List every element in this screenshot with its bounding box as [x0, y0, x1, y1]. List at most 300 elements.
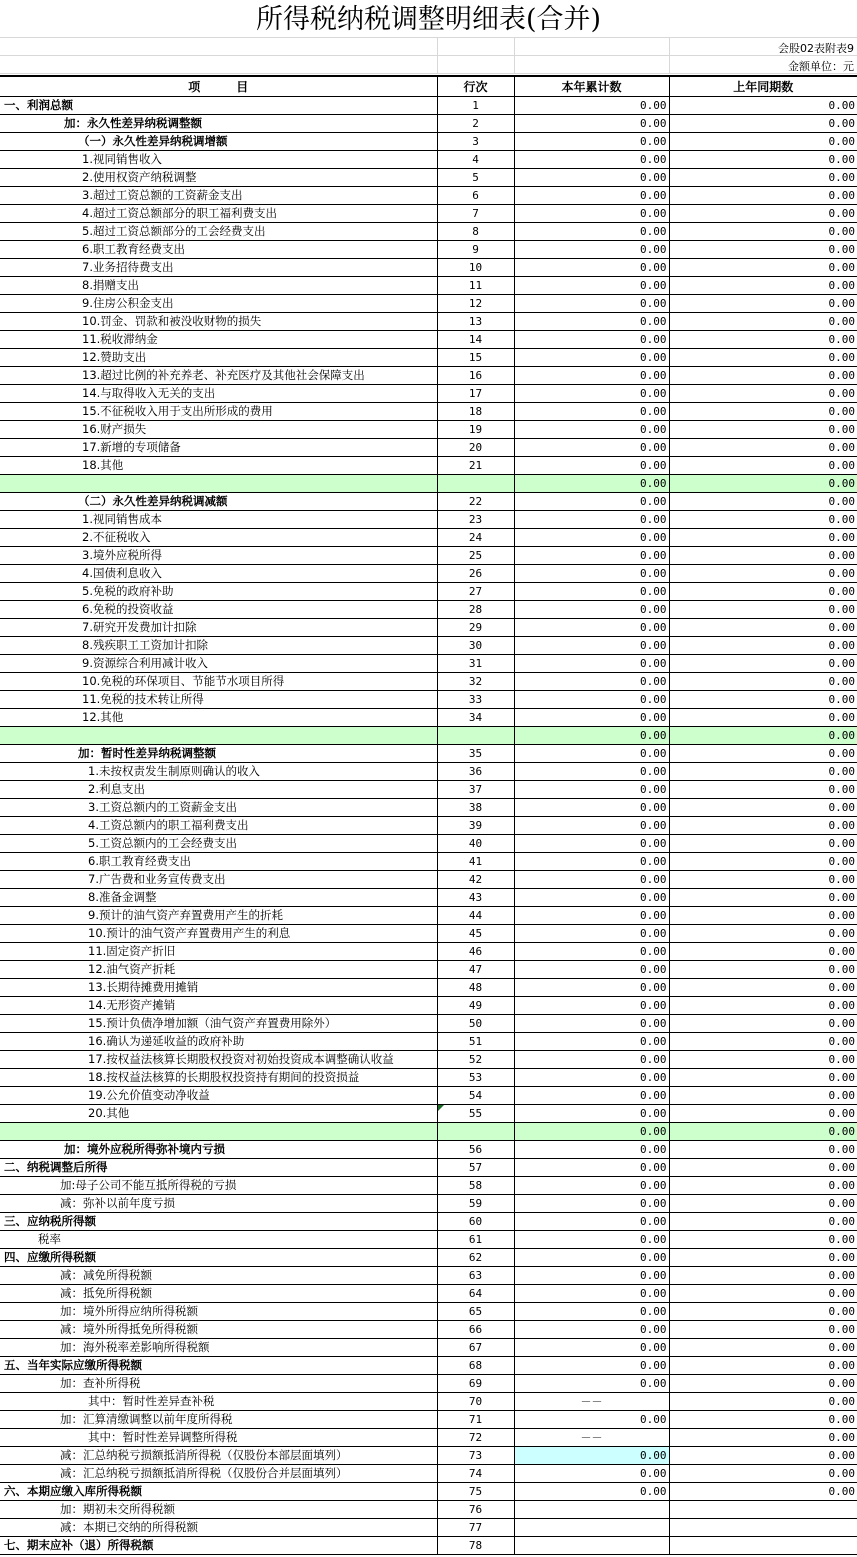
table-row [0, 1392, 857, 1410]
prior-year-cell[interactable]: 0.00 [669, 816, 857, 834]
prior-year-cell[interactable]: 0.00 [669, 618, 857, 636]
prior-year-cell[interactable] [669, 1536, 857, 1554]
current-year-cell[interactable]: 0.00 [514, 942, 669, 960]
current-year-cell[interactable]: 0.00 [514, 636, 669, 654]
prior-year-cell[interactable]: 0.00 [669, 1374, 857, 1392]
table-row [0, 204, 857, 222]
row-label: 减：境外所得抵免所得税额 [0, 1320, 437, 1338]
table-row [0, 960, 857, 978]
row-line-no: 74 [437, 1464, 514, 1482]
prior-year-cell[interactable]: 0.00 [669, 654, 857, 672]
prior-year-cell[interactable]: 0.00 [669, 726, 857, 744]
row-line-no: 26 [437, 564, 514, 582]
current-year-cell[interactable]: 0.00 [514, 924, 669, 942]
prior-year-cell[interactable]: 0.00 [669, 600, 857, 618]
row-line-no: 11 [437, 276, 514, 294]
current-year-cell[interactable]: 0.00 [514, 906, 669, 924]
current-year-cell[interactable]: 0.00 [514, 132, 669, 150]
current-year-cell[interactable]: 0.00 [514, 114, 669, 132]
current-year-cell[interactable]: 0.00 [514, 960, 669, 978]
prior-year-cell[interactable]: 0.00 [669, 762, 857, 780]
table-row [0, 870, 857, 888]
form-code-row [0, 38, 857, 56]
prior-year-cell[interactable]: 0.00 [669, 1212, 857, 1230]
row-label: 七、期末应补（退）所得税额 [0, 1536, 437, 1554]
prior-year-cell[interactable]: 0.00 [669, 1338, 857, 1356]
table-row [0, 1482, 857, 1500]
table-row [0, 1068, 857, 1086]
prior-year-cell[interactable]: 0.00 [669, 132, 857, 150]
table-row [0, 96, 857, 114]
row-line-no: 73 [437, 1446, 514, 1464]
current-year-cell[interactable]: 0.00 [514, 402, 669, 420]
current-year-cell[interactable]: 0.00 [514, 186, 669, 204]
prior-year-cell[interactable]: 0.00 [669, 888, 857, 906]
table-row [0, 924, 857, 942]
prior-year-cell[interactable]: 0.00 [669, 510, 857, 528]
table-row [0, 258, 857, 276]
table-row [0, 1284, 857, 1302]
prior-year-cell[interactable]: 0.00 [669, 1050, 857, 1068]
prior-year-cell[interactable]: 0.00 [669, 528, 857, 546]
table-row [0, 222, 857, 240]
row-line-no: 52 [437, 1050, 514, 1068]
prior-year-cell[interactable]: 0.00 [669, 1122, 857, 1140]
row-line-no: 51 [437, 1032, 514, 1050]
row-line-no: 31 [437, 654, 514, 672]
prior-year-cell[interactable]: 0.00 [669, 1176, 857, 1194]
prior-year-cell[interactable]: 0.00 [669, 1464, 857, 1482]
prior-year-cell[interactable]: 0.00 [669, 942, 857, 960]
prior-year-cell[interactable]: 0.00 [669, 798, 857, 816]
prior-year-cell[interactable]: 0.00 [669, 114, 857, 132]
row-line-no: 34 [437, 708, 514, 726]
subtotal-row [0, 1122, 857, 1140]
current-year-cell[interactable]: 0.00 [514, 564, 669, 582]
row-line-no: 37 [437, 780, 514, 798]
row-label: 16.确认为递延收益的政府补助 [0, 1032, 437, 1050]
row-label [0, 474, 437, 492]
table-row [0, 456, 857, 474]
prior-year-cell[interactable]: 0.00 [669, 1392, 857, 1410]
current-year-cell[interactable]: 0.00 [514, 1374, 669, 1392]
table-row [0, 1374, 857, 1392]
row-label: 其中：暂时性差异查补税 [0, 1392, 437, 1410]
row-line-no: 18 [437, 402, 514, 420]
current-year-cell[interactable]: 0.00 [514, 1356, 669, 1374]
prior-year-cell[interactable]: 0.00 [669, 1086, 857, 1104]
current-year-cell[interactable]: 0.00 [514, 1302, 669, 1320]
prior-year-cell[interactable]: 0.00 [669, 564, 857, 582]
prior-year-cell[interactable]: 0.00 [669, 582, 857, 600]
current-year-cell[interactable]: 0.00 [514, 1212, 669, 1230]
table-row [0, 492, 857, 510]
current-year-cell[interactable]: －－ [514, 1392, 669, 1410]
current-year-cell[interactable]: 0.00 [514, 978, 669, 996]
row-line-no: 65 [437, 1302, 514, 1320]
prior-year-cell[interactable]: 0.00 [669, 312, 857, 330]
current-year-cell[interactable]: 0.00 [514, 492, 669, 510]
prior-year-cell[interactable]: 0.00 [669, 240, 857, 258]
table-row [0, 402, 857, 420]
prior-year-cell[interactable]: 0.00 [669, 744, 857, 762]
prior-year-cell[interactable]: 0.00 [669, 492, 857, 510]
current-year-cell[interactable]: 0.00 [514, 654, 669, 672]
prior-year-cell[interactable]: 0.00 [669, 1428, 857, 1446]
table-row [0, 906, 857, 924]
current-year-cell[interactable]: 0.00 [514, 1284, 669, 1302]
current-year-cell[interactable]: 0.00 [514, 366, 669, 384]
prior-year-cell[interactable]: 0.00 [669, 546, 857, 564]
row-line-no: 62 [437, 1248, 514, 1266]
current-year-cell[interactable]: 0.00 [514, 798, 669, 816]
current-year-cell[interactable]: 0.00 [514, 618, 669, 636]
prior-year-cell[interactable]: 0.00 [669, 1266, 857, 1284]
table-row [0, 348, 857, 366]
row-line-no: 50 [437, 1014, 514, 1032]
row-line-no: 6 [437, 186, 514, 204]
table-row [0, 1158, 857, 1176]
table-row [0, 1194, 857, 1212]
table-row [0, 1248, 857, 1266]
row-label: 11.税收滞纳金 [0, 330, 437, 348]
current-year-cell[interactable]: 0.00 [514, 816, 669, 834]
row-label: 12.赞助支出 [0, 348, 437, 366]
row-label: （二）永久性差异纳税调减额 [0, 492, 437, 510]
prior-year-cell[interactable]: 0.00 [669, 978, 857, 996]
row-label: 17.新增的专项储备 [0, 438, 437, 456]
row-line-no: 48 [437, 978, 514, 996]
row-label: 加:母子公司不能互抵所得税的亏损 [0, 1176, 437, 1194]
prior-year-cell[interactable]: 0.00 [669, 690, 857, 708]
row-line-no: 24 [437, 528, 514, 546]
prior-year-cell[interactable]: 0.00 [669, 348, 857, 366]
prior-year-cell[interactable]: 0.00 [669, 996, 857, 1014]
table-row [0, 510, 857, 528]
table-row [0, 654, 857, 672]
row-line-no: 35 [437, 744, 514, 762]
current-year-cell[interactable]: 0.00 [514, 1266, 669, 1284]
table-row [0, 168, 857, 186]
table-row [0, 1176, 857, 1194]
current-year-cell[interactable]: 0.00 [514, 1482, 669, 1500]
prior-year-cell[interactable]: 0.00 [669, 1284, 857, 1302]
prior-year-cell[interactable]: 0.00 [669, 420, 857, 438]
row-line-no: 47 [437, 960, 514, 978]
prior-year-cell[interactable]: 0.00 [669, 1320, 857, 1338]
current-year-cell[interactable]: 0.00 [514, 1338, 669, 1356]
table-row [0, 384, 857, 402]
current-year-cell[interactable]: 0.00 [514, 672, 669, 690]
row-label: 10.罚金、罚款和被没收财物的损失 [0, 312, 437, 330]
prior-year-cell[interactable]: 0.00 [669, 1446, 857, 1464]
subtotal-row [0, 474, 857, 492]
prior-year-cell[interactable] [669, 1518, 857, 1536]
current-year-cell[interactable]: 0.00 [514, 726, 669, 744]
prior-year-cell[interactable]: 0.00 [669, 1248, 857, 1266]
row-label: 6.免税的投资收益 [0, 600, 437, 618]
row-line-no: 4 [437, 150, 514, 168]
row-line-no: 21 [437, 456, 514, 474]
prior-year-cell[interactable]: 0.00 [669, 870, 857, 888]
current-year-cell[interactable]: 0.00 [514, 780, 669, 798]
current-year-cell[interactable]: 0.00 [514, 1248, 669, 1266]
prior-year-cell[interactable]: 0.00 [669, 834, 857, 852]
table-row [0, 564, 857, 582]
form-code: 会股02表附表9 [778, 42, 854, 55]
row-line-no: 12 [437, 294, 514, 312]
table-row [0, 672, 857, 690]
table-row [0, 618, 857, 636]
current-year-cell[interactable]: 0.00 [514, 1032, 669, 1050]
current-year-cell[interactable]: 0.00 [514, 1320, 669, 1338]
row-label: 19.公允价值变动净收益 [0, 1086, 437, 1104]
prior-year-cell[interactable]: 0.00 [669, 168, 857, 186]
prior-year-cell[interactable]: 0.00 [669, 276, 857, 294]
row-line-no: 39 [437, 816, 514, 834]
row-label: 4.工资总额内的职工福利费支出 [0, 816, 437, 834]
prior-year-cell[interactable]: 0.00 [669, 150, 857, 168]
row-line-no: 38 [437, 798, 514, 816]
row-line-no: 30 [437, 636, 514, 654]
prior-year-cell[interactable]: 0.00 [669, 456, 857, 474]
prior-year-cell[interactable]: 0.00 [669, 186, 857, 204]
current-year-cell[interactable]: 0.00 [514, 96, 669, 114]
prior-year-cell[interactable]: 0.00 [669, 294, 857, 312]
current-year-cell[interactable]: 0.00 [514, 852, 669, 870]
row-label: 13.长期待摊费用摊销 [0, 978, 437, 996]
current-year-cell[interactable]: 0.00 [514, 1464, 669, 1482]
prior-year-cell[interactable]: 0.00 [669, 1014, 857, 1032]
current-year-cell[interactable]: 0.00 [514, 294, 669, 312]
current-year-cell[interactable]: 0.00 [514, 438, 669, 456]
table-row [0, 1302, 857, 1320]
table-row [0, 1086, 857, 1104]
current-year-cell[interactable]: 0.00 [514, 1122, 669, 1140]
current-year-cell[interactable]: 0.00 [514, 222, 669, 240]
table-row [0, 996, 857, 1014]
subtotal-row [0, 726, 857, 744]
row-line-no: 27 [437, 582, 514, 600]
row-line-no: 7 [437, 204, 514, 222]
table-row [0, 636, 857, 654]
row-label [0, 1122, 437, 1140]
row-line-no: 1 [437, 96, 514, 114]
row-label [0, 726, 437, 744]
row-label: 9.住房公积金支出 [0, 294, 437, 312]
current-year-cell[interactable]: 0.00 [514, 258, 669, 276]
current-year-cell[interactable]: 0.00 [514, 762, 669, 780]
current-year-cell[interactable]: 0.00 [514, 1104, 669, 1122]
row-label: 14.无形资产摊销 [0, 996, 437, 1014]
prior-year-cell[interactable]: 0.00 [669, 780, 857, 798]
prior-year-cell[interactable]: 0.00 [669, 852, 857, 870]
row-line-no: 49 [437, 996, 514, 1014]
row-line-no: 32 [437, 672, 514, 690]
row-label: 2.不征税收入 [0, 528, 437, 546]
prior-year-cell[interactable]: 0.00 [669, 1140, 857, 1158]
current-year-cell[interactable]: 0.00 [514, 1014, 669, 1032]
row-line-no: 77 [437, 1518, 514, 1536]
table-row [0, 186, 857, 204]
table-row [0, 690, 857, 708]
current-year-cell[interactable]: 0.00 [514, 582, 669, 600]
table-row [0, 114, 857, 132]
row-label: 7.广告费和业务宣传费支出 [0, 870, 437, 888]
row-label: 7.业务招待费支出 [0, 258, 437, 276]
current-year-cell[interactable]: 0.00 [514, 384, 669, 402]
row-label: 20.其他 [0, 1104, 437, 1122]
current-year-cell[interactable]: 0.00 [514, 870, 669, 888]
current-year-cell[interactable]: 0.00 [514, 996, 669, 1014]
current-year-cell[interactable]: 0.00 [514, 528, 669, 546]
prior-year-cell[interactable]: 0.00 [669, 1158, 857, 1176]
row-line-no: 8 [437, 222, 514, 240]
prior-year-cell[interactable]: 0.00 [669, 672, 857, 690]
row-label: 8.捐赠支出 [0, 276, 437, 294]
row-label: 16.财产损失 [0, 420, 437, 438]
prior-year-cell[interactable]: 0.00 [669, 960, 857, 978]
row-line-no: 75 [437, 1482, 514, 1500]
row-line-no: 71 [437, 1410, 514, 1428]
prior-year-cell[interactable]: 0.00 [669, 1104, 857, 1122]
row-label: 14.与取得收入无关的支出 [0, 384, 437, 402]
row-label: 5.超过工资总额部分的工会经费支出 [0, 222, 437, 240]
prior-year-cell[interactable]: 0.00 [669, 204, 857, 222]
prior-year-cell[interactable]: 0.00 [669, 1482, 857, 1500]
table-row [0, 1464, 857, 1482]
table-row [0, 1338, 857, 1356]
prior-year-cell[interactable]: 0.00 [669, 258, 857, 276]
current-year-cell[interactable]: 0.00 [514, 1176, 669, 1194]
prior-year-cell[interactable]: 0.00 [669, 222, 857, 240]
prior-year-cell[interactable]: 0.00 [669, 1410, 857, 1428]
current-year-cell[interactable]: 0.00 [514, 600, 669, 618]
current-year-cell[interactable]: 0.00 [514, 1158, 669, 1176]
prior-year-cell[interactable]: 0.00 [669, 1230, 857, 1248]
current-year-cell[interactable]: 0.00 [514, 1086, 669, 1104]
prior-year-cell[interactable]: 0.00 [669, 906, 857, 924]
row-line-no: 66 [437, 1320, 514, 1338]
current-year-cell[interactable]: 0.00 [514, 1068, 669, 1086]
row-label: 2.使用权资产纳税调整 [0, 168, 437, 186]
table-row [0, 1428, 857, 1446]
row-label: 六、本期应缴入库所得税额 [0, 1482, 437, 1500]
current-year-cell[interactable]: 0.00 [514, 474, 669, 492]
current-year-cell[interactable] [514, 1536, 669, 1554]
current-year-cell[interactable]: 0.00 [514, 1194, 669, 1212]
current-year-cell[interactable]: 0.00 [514, 1050, 669, 1068]
row-line-no: 20 [437, 438, 514, 456]
tax-adjustment-table [0, 75, 857, 1555]
current-year-cell[interactable]: 0.00 [514, 1140, 669, 1158]
current-year-cell[interactable]: 0.00 [514, 348, 669, 366]
row-line-no: 14 [437, 330, 514, 348]
prior-year-cell[interactable]: 0.00 [669, 402, 857, 420]
current-year-cell[interactable]: 0.00 [514, 690, 669, 708]
current-year-cell[interactable]: 0.00 [514, 888, 669, 906]
current-year-cell[interactable]: 0.00 [514, 456, 669, 474]
row-line-no: 54 [437, 1086, 514, 1104]
current-year-cell[interactable]: 0.00 [514, 240, 669, 258]
row-label: 加：永久性差异纳税调整额 [0, 114, 437, 132]
prior-year-cell[interactable]: 0.00 [669, 330, 857, 348]
row-label: 11.免税的技术转让所得 [0, 690, 437, 708]
current-year-cell[interactable]: 0.00 [514, 420, 669, 438]
prior-year-cell[interactable] [669, 1500, 857, 1518]
row-line-no: 76 [437, 1500, 514, 1518]
current-year-cell[interactable]: 0.00 [514, 204, 669, 222]
prior-year-cell[interactable]: 0.00 [669, 1302, 857, 1320]
row-line-no: 22 [437, 492, 514, 510]
prior-year-cell[interactable]: 0.00 [669, 474, 857, 492]
prior-year-cell[interactable]: 0.00 [669, 924, 857, 942]
current-year-cell[interactable] [514, 1500, 669, 1518]
table-row [0, 762, 857, 780]
row-line-no [437, 474, 514, 492]
row-line-no: 15 [437, 348, 514, 366]
current-year-cell[interactable]: 0.00 [514, 150, 669, 168]
row-line-no: 56 [437, 1140, 514, 1158]
current-year-cell[interactable]: 0.00 [514, 312, 669, 330]
prior-year-cell[interactable]: 0.00 [669, 1068, 857, 1086]
prior-year-cell[interactable]: 0.00 [669, 1356, 857, 1374]
prior-year-cell[interactable]: 0.00 [669, 1194, 857, 1212]
prior-year-cell[interactable]: 0.00 [669, 636, 857, 654]
table-row [0, 294, 857, 312]
prior-year-cell[interactable]: 0.00 [669, 96, 857, 114]
current-year-cell[interactable]: 0.00 [514, 546, 669, 564]
table-row [0, 312, 857, 330]
table-row [0, 1518, 857, 1536]
row-line-no: 33 [437, 690, 514, 708]
current-year-cell[interactable] [514, 1518, 669, 1536]
current-year-cell[interactable]: 0.00 [514, 1230, 669, 1248]
table-row [0, 1320, 857, 1338]
prior-year-cell[interactable]: 0.00 [669, 708, 857, 726]
row-label: 15.预计负债净增加额（油气资产弃置费用除外） [0, 1014, 437, 1032]
current-year-cell[interactable]: 0.00 [514, 276, 669, 294]
prior-year-cell[interactable]: 0.00 [669, 1032, 857, 1050]
current-year-cell[interactable]: 0.00 [514, 1410, 669, 1428]
current-year-cell[interactable]: 0.00 [514, 708, 669, 726]
prior-year-cell[interactable]: 0.00 [669, 384, 857, 402]
header-item: 项 目 [0, 76, 437, 96]
table-row [0, 600, 857, 618]
prior-year-cell[interactable]: 0.00 [669, 366, 857, 384]
row-line-no [437, 726, 514, 744]
row-label: 加：海外税率差影响所得税额 [0, 1338, 437, 1356]
current-year-cell[interactable]: 0.00 [514, 834, 669, 852]
table-row [0, 816, 857, 834]
table-row [0, 150, 857, 168]
row-line-no: 25 [437, 546, 514, 564]
current-year-cell[interactable]: －－ [514, 1428, 669, 1446]
current-year-cell[interactable]: 0.00 [514, 510, 669, 528]
row-line-no: 72 [437, 1428, 514, 1446]
prior-year-cell[interactable]: 0.00 [669, 438, 857, 456]
current-year-cell[interactable]: 0.00 [514, 330, 669, 348]
row-line-no: 63 [437, 1266, 514, 1284]
current-year-cell[interactable]: 0.00 [514, 744, 669, 762]
row-line-no: 5 [437, 168, 514, 186]
row-label: 1.视同销售成本 [0, 510, 437, 528]
table-row [0, 1212, 857, 1230]
current-year-cell[interactable]: 0.00 [514, 1446, 669, 1464]
row-label: 一、利润总额 [0, 96, 437, 114]
current-year-cell[interactable]: 0.00 [514, 168, 669, 186]
row-line-no: 78 [437, 1536, 514, 1554]
